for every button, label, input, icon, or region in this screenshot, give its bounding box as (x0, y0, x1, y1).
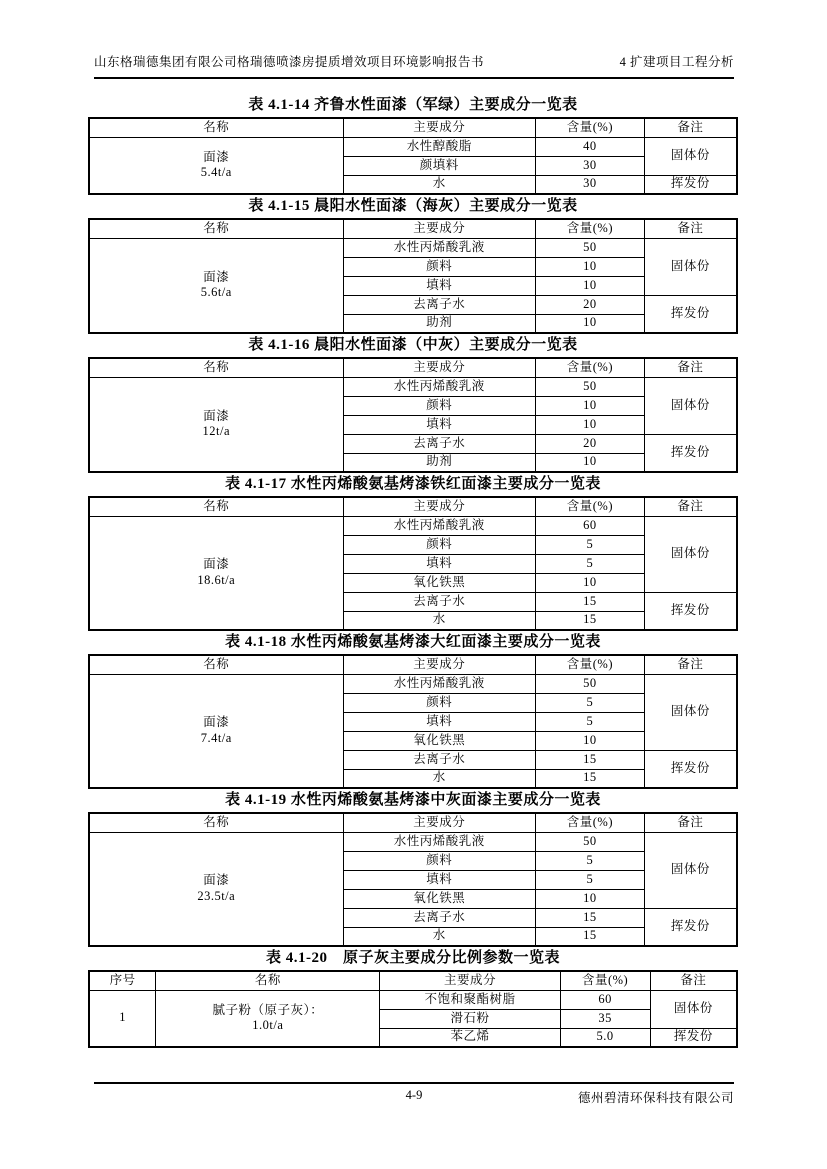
column-header: 备注 (644, 358, 737, 377)
content-percent-cell: 15 (535, 908, 644, 927)
table-row (89, 377, 737, 396)
composition-table (88, 357, 738, 473)
content-percent-cell: 50 (535, 832, 644, 851)
page-footer (94, 1082, 734, 1106)
remark-cell: 固体份 (644, 516, 737, 592)
component-cell: 填料 (343, 276, 535, 295)
component-cell: 水性丙烯酸乳液 (343, 674, 535, 693)
content-percent-cell: 60 (560, 990, 650, 1009)
table-header-row (89, 219, 737, 238)
component-cell: 水 (343, 175, 535, 194)
content-percent-cell: 50 (535, 377, 644, 396)
component-cell: 去离子水 (343, 434, 535, 453)
content-percent-cell: 5 (535, 851, 644, 870)
content-percent-cell: 50 (535, 674, 644, 693)
column-header: 主要成分 (380, 971, 560, 990)
content-percent-cell: 5 (535, 535, 644, 554)
name-cell: 腻子粉（原子灰）： 1.0t/a (156, 990, 380, 1047)
column-header: 主要成分 (343, 655, 535, 674)
footer-company: 德州碧清环保科技有限公司 (578, 1091, 735, 1105)
component-cell: 氧化铁黑 (343, 731, 535, 750)
remark-cell: 挥发份 (644, 908, 737, 946)
content-percent-cell: 15 (535, 592, 644, 611)
column-header: 名称 (89, 219, 343, 238)
header-report-title: 山东格瑞德集团有限公司格瑞德喷漆房提质增效项目环境影响报告书 (94, 55, 485, 69)
remark-cell: 固体份 (644, 137, 737, 175)
column-header: 含量(%) (535, 358, 644, 377)
content-percent-cell: 15 (535, 769, 644, 788)
component-cell: 填料 (343, 712, 535, 731)
component-cell: 水 (343, 611, 535, 630)
component-cell: 填料 (343, 415, 535, 434)
content-percent-cell: 10 (535, 276, 644, 295)
remark-cell: 固体份 (644, 238, 737, 295)
remark-cell: 挥发份 (650, 1028, 737, 1047)
column-header: 含量(%) (535, 219, 644, 238)
component-cell: 助剂 (343, 453, 535, 472)
composition-table (88, 218, 738, 334)
header-chapter-label: 4 扩建项目工程分析 (619, 55, 734, 69)
column-header: 含量(%) (535, 655, 644, 674)
content-percent-cell: 15 (535, 927, 644, 946)
component-cell: 去离子水 (343, 750, 535, 769)
content-percent-cell: 20 (535, 434, 644, 453)
component-cell: 水性丙烯酸乳液 (343, 377, 535, 396)
remark-cell: 挥发份 (644, 175, 737, 194)
component-cell: 颜料 (343, 257, 535, 276)
column-header: 序号 (89, 971, 156, 990)
index-cell: 1 (89, 990, 156, 1047)
table-block-5 (88, 632, 738, 789)
page-header (94, 52, 734, 79)
component-cell: 去离子水 (343, 592, 535, 611)
content-percent-cell: 10 (535, 415, 644, 434)
column-header: 主要成分 (343, 497, 535, 516)
name-cell: 面漆 18.6t/a (89, 516, 343, 630)
table-row (89, 674, 737, 693)
component-cell: 水性丙烯酸乳液 (343, 516, 535, 535)
content-percent-cell: 10 (535, 889, 644, 908)
table-header-row (89, 813, 737, 832)
content-percent-cell: 10 (535, 453, 644, 472)
component-cell: 不饱和聚酯树脂 (380, 990, 560, 1009)
table-title: 表 4.1-18 水性丙烯酸氨基烤漆大红面漆主要成分一览表 (225, 634, 601, 650)
component-cell: 助剂 (343, 314, 535, 333)
remark-cell: 挥发份 (644, 295, 737, 333)
name-cell: 面漆 5.4t/a (89, 137, 343, 194)
column-header: 名称 (89, 655, 343, 674)
component-cell: 水性醇酸脂 (343, 137, 535, 156)
table-block-2 (88, 196, 738, 334)
table-header-row (89, 118, 737, 137)
component-cell: 颜料 (343, 693, 535, 712)
table-block-7 (88, 948, 738, 1048)
component-cell: 水 (343, 927, 535, 946)
content-percent-cell: 5.0 (560, 1028, 650, 1047)
column-header: 备注 (644, 118, 737, 137)
table-block-1 (88, 95, 738, 195)
content-percent-cell: 30 (535, 175, 644, 194)
content-percent-cell: 40 (535, 137, 644, 156)
column-header: 备注 (644, 497, 737, 516)
component-cell: 填料 (343, 870, 535, 889)
column-header: 主要成分 (343, 358, 535, 377)
name-cell: 面漆 5.6t/a (89, 238, 343, 333)
column-header: 含量(%) (560, 971, 650, 990)
table-block-4 (88, 474, 738, 631)
content-percent-cell: 5 (535, 554, 644, 573)
component-cell: 去离子水 (343, 908, 535, 927)
content-percent-cell: 20 (535, 295, 644, 314)
name-cell: 面漆 7.4t/a (89, 674, 343, 788)
column-header: 含量(%) (535, 813, 644, 832)
column-header: 含量(%) (535, 497, 644, 516)
remark-cell: 固体份 (644, 377, 737, 434)
tables-container (88, 94, 738, 1048)
column-header: 主要成分 (343, 813, 535, 832)
table-row (89, 832, 737, 851)
component-cell: 颜填料 (343, 156, 535, 175)
column-header: 主要成分 (343, 219, 535, 238)
composition-table (88, 654, 738, 789)
remark-cell: 固体份 (650, 990, 737, 1028)
component-cell: 去离子水 (343, 295, 535, 314)
content-percent-cell: 5 (535, 712, 644, 731)
component-cell: 颜料 (343, 396, 535, 415)
table-title: 表 4.1-15 晨阳水性面漆（海灰）主要成分一览表 (248, 198, 578, 214)
column-header: 名称 (156, 971, 380, 990)
content-percent-cell: 50 (535, 238, 644, 257)
table-row (89, 238, 737, 257)
composition-table (88, 970, 738, 1048)
table-row (89, 516, 737, 535)
content-percent-cell: 10 (535, 257, 644, 276)
content-percent-cell: 60 (535, 516, 644, 535)
table-title: 表 4.1-19 水性丙烯酸氨基烤漆中灰面漆主要成分一览表 (225, 792, 601, 808)
column-header: 备注 (644, 813, 737, 832)
name-cell: 面漆 12t/a (89, 377, 343, 472)
table-header-row (89, 655, 737, 674)
column-header: 主要成分 (343, 118, 535, 137)
component-cell: 水性丙烯酸乳液 (343, 238, 535, 257)
table-row (89, 137, 737, 156)
content-percent-cell: 10 (535, 314, 644, 333)
table-header-row (89, 358, 737, 377)
content-percent-cell: 35 (560, 1009, 650, 1028)
component-cell: 氧化铁黑 (343, 889, 535, 908)
table-row (89, 990, 737, 1009)
component-cell: 水 (343, 769, 535, 788)
content-percent-cell: 5 (535, 693, 644, 712)
component-cell: 填料 (343, 554, 535, 573)
composition-table (88, 812, 738, 947)
content-percent-cell: 10 (535, 573, 644, 592)
component-cell: 氧化铁黑 (343, 573, 535, 592)
remark-cell: 挥发份 (644, 750, 737, 788)
component-cell: 苯乙烯 (380, 1028, 560, 1047)
composition-table (88, 496, 738, 631)
content-percent-cell: 5 (535, 870, 644, 889)
column-header: 备注 (650, 971, 737, 990)
name-cell: 面漆 23.5t/a (89, 832, 343, 946)
page-number: 4-9 (405, 1088, 423, 1102)
remark-cell: 固体份 (644, 674, 737, 750)
content-percent-cell: 15 (535, 611, 644, 630)
table-block-6 (88, 790, 738, 947)
component-cell: 颜料 (343, 535, 535, 554)
component-cell: 滑石粉 (380, 1009, 560, 1028)
column-header: 含量(%) (535, 118, 644, 137)
content-percent-cell: 10 (535, 731, 644, 750)
table-title: 表 4.1-20 原子灰主要成分比例参数一览表 (266, 950, 560, 966)
component-cell: 颜料 (343, 851, 535, 870)
table-title: 表 4.1-16 晨阳水性面漆（中灰）主要成分一览表 (248, 337, 578, 353)
remark-cell: 固体份 (644, 832, 737, 908)
table-header-row (89, 497, 737, 516)
composition-table (88, 117, 738, 195)
table-title: 表 4.1-14 齐鲁水性面漆（军绿）主要成分一览表 (248, 97, 578, 113)
content-percent-cell: 10 (535, 396, 644, 415)
column-header: 名称 (89, 497, 343, 516)
column-header: 备注 (644, 219, 737, 238)
column-header: 名称 (89, 118, 343, 137)
column-header: 名称 (89, 813, 343, 832)
table-block-3 (88, 335, 738, 473)
content-percent-cell: 30 (535, 156, 644, 175)
column-header: 备注 (644, 655, 737, 674)
component-cell: 水性丙烯酸乳液 (343, 832, 535, 851)
table-title: 表 4.1-17 水性丙烯酸氨基烤漆铁红面漆主要成分一览表 (225, 476, 601, 492)
table-header-row (89, 971, 737, 990)
remark-cell: 挥发份 (644, 592, 737, 630)
column-header: 名称 (89, 358, 343, 377)
remark-cell: 挥发份 (644, 434, 737, 472)
content-percent-cell: 15 (535, 750, 644, 769)
